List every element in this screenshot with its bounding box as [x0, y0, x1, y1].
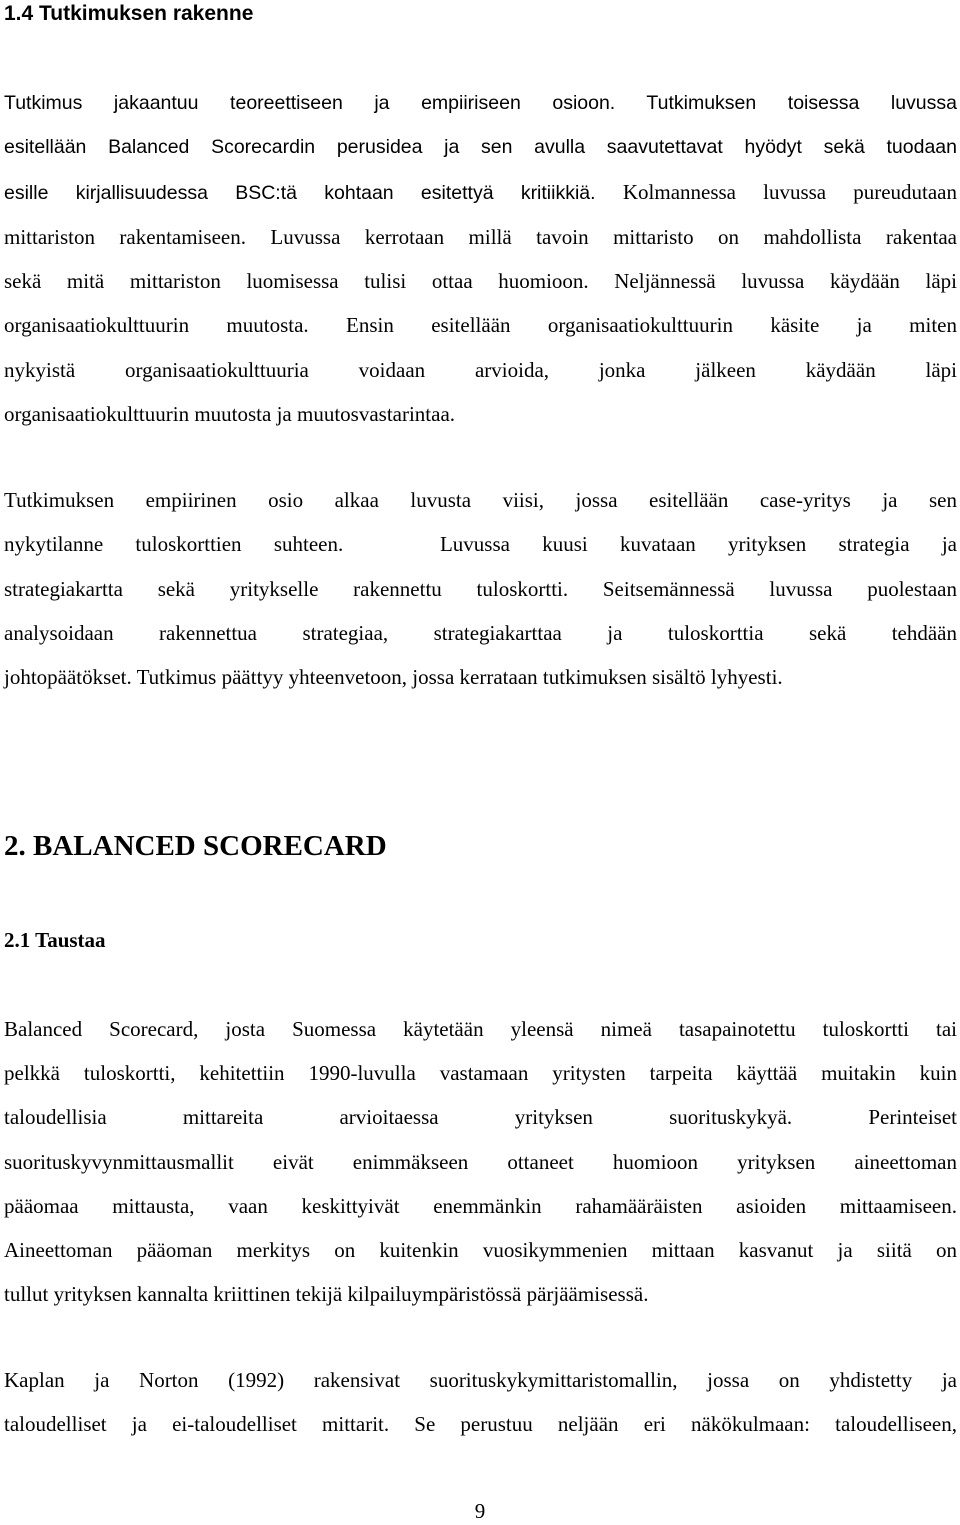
text-line: nykyistä organisaatiokulttuuria voidaan arvioida, jonka jälkeen käydään läpi: [4, 357, 957, 382]
text-line: Tutkimus jakaantuu teoreettiseen ja empiiriseen osioon. Tutkimuksen toisessa luvussa: [4, 92, 957, 114]
section-heading-1-4: 1.4 Tutkimuksen rakenne: [4, 2, 254, 25]
text-line: taloudellisia mittareita arvioitaessa yrityksen suorituskykyä. Perinteiset: [4, 1105, 957, 1130]
page-number: 9: [474, 1499, 486, 1523]
text-line: johtopäätökset. Tutkimus päättyy yhteenvetoon, jossa kerrataan tutkimuksen sisältö lyhyesti.: [4, 665, 783, 690]
text-line: suorituskyvynmittausmallit eivät enimmäkseen ottaneet huomioon yrityksen aineettoman: [4, 1149, 957, 1174]
text-line: sekä mitä mittariston luomisessa tulisi ottaa huomioon. Neljännessä luvussa käydään läpi: [4, 269, 957, 294]
text-line: [4, 303, 957, 347]
text-line: Balanced Scorecard, josta Suomessa käytetään yleensä nimeä tasapainotettu tuloskortti tai: [4, 1017, 957, 1041]
text-line: [4, 522, 957, 566]
text-fragment: Kolmannessa luvussa pureudutaan: [622, 179, 958, 204]
paragraph-empirical-overview: [4, 478, 957, 699]
text-fragment: Luvussa kuusi kuvataan yrityksen strategia ja: [439, 532, 957, 557]
text-line: Tutkimuksen empiirinen osio alkaa luvusta viisi, jossa esitellään case-yritys ja sen: [4, 488, 957, 512]
text-line: tullut yrityksen kannalta kriittinen tekijä kilpailuympäristössä pärjäämisessä.: [4, 1282, 649, 1307]
text-line: Kaplan ja Norton (1992) rakensivat suorituskykymittaristomallin, jossa on yhdistetty ja: [4, 1368, 957, 1392]
text-line: pelkkä tuloskortti, kehitettiin 1990-luvulla vastamaan yritysten tarpeita käyttää muitakin kuin: [4, 1061, 957, 1086]
text-line: analysoidaan rakennettua strategiaa, strategiakarttaa ja tuloskorttia sekä tehdään: [4, 620, 957, 645]
text-fragment: Ensin esitellään organisaatiokulttuurin käsite ja miten: [346, 313, 957, 338]
text-line: mittariston rakentamiseen. Luvussa kerrotaan millä tavoin mittaristo on mahdollista rakentaa: [4, 224, 957, 249]
text-fragment: esille kirjallisuudessa BSC:tä kohtaan esitettyä kritiikkiä.: [4, 181, 596, 204]
text-line: esitellään Balanced Scorecardin perusidea ja sen avulla saavutettavat hyödyt sekä tuodaan: [4, 136, 957, 159]
paragraph-bsc-background: [4, 1007, 957, 1316]
paragraph-structure-overview: [4, 81, 957, 436]
text-line: Aineettoman pääoman merkitys on kuitenkin vuosikymmenien mittaan kasvanut ja siitä on: [4, 1238, 957, 1263]
text-fragment: organisaatiokulttuurin muutosta.: [4, 313, 309, 338]
text-line: [4, 170, 957, 215]
text-line: organisaatiokulttuurin muutosta ja muutosvastarintaa.: [4, 402, 456, 427]
text-fragment: nykytilanne tuloskorttien suhteen.: [4, 532, 344, 557]
text-line: pääomaa mittausta, vaan keskittyivät enemmänkin rahamääräisten asioiden mittaamiseen.: [4, 1193, 957, 1218]
text-line: taloudelliset ja ei-taloudelliset mittarit. Se perustuu neljään eri näkökulmaan: taloudelliseen,: [4, 1412, 957, 1437]
section-heading-2-1: 2.1 Taustaa: [4, 928, 106, 952]
chapter-heading-2: 2. BALANCED SCORECARD: [4, 830, 387, 862]
paragraph-kaplan-norton: [4, 1358, 957, 1446]
text-line: strategiakartta sekä yritykselle rakennettu tuloskortti. Seitsemännessä luvussa puolestaan: [4, 576, 957, 601]
